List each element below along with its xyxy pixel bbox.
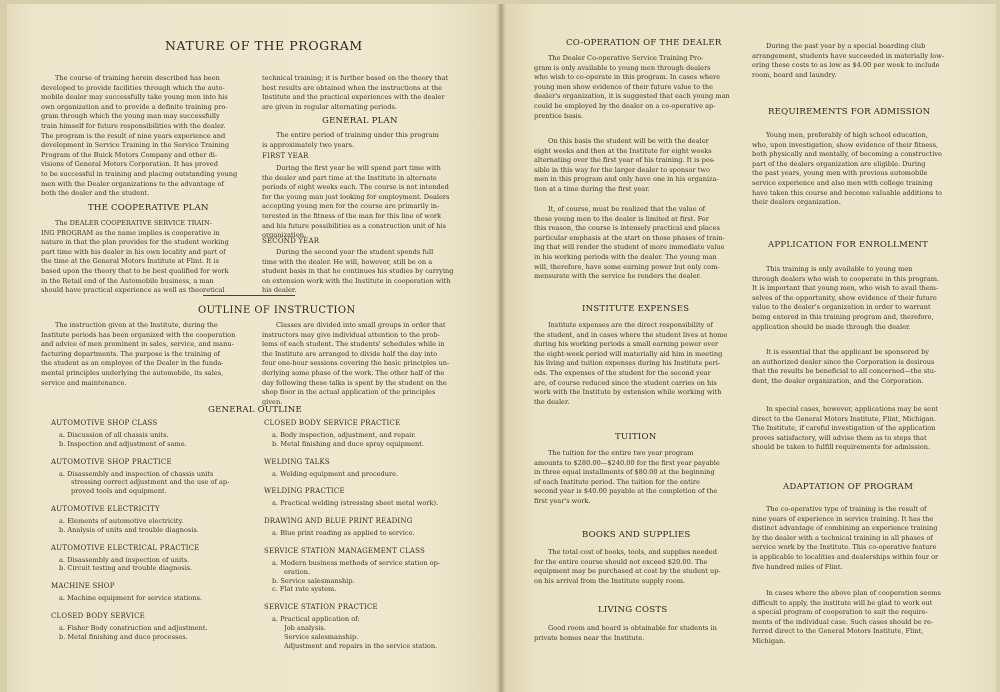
text-line: first year's work. — [534, 496, 591, 505]
adaptation-paragraph-1 — [752, 505, 958, 572]
text-line: his dealer. — [262, 286, 297, 295]
text-line: nature in that the plan provides for the student working — [41, 238, 229, 247]
outline-group-heading: CLOSED BODY SERVICE PRACTICE — [264, 419, 401, 427]
text-line: shop floor in the actual application of the principles — [262, 388, 436, 397]
text-line: eight weeks and then at the Institute for eight weeks — [534, 146, 712, 155]
outline-item: eration. — [284, 567, 311, 576]
text-line: their dealers organization. — [752, 198, 841, 207]
text-line: train himself for future responsibilities with the dealer. — [41, 121, 226, 130]
outline-item: b. Metal finishing and duco spray equipment. — [272, 439, 424, 448]
text-line: an authorized dealer since the Corporation is desirous — [752, 357, 935, 366]
text-line: the student as an employee of the Dealer in the funda- — [41, 359, 224, 368]
text-line: the dealer and part time at the Institute in alternate — [262, 173, 437, 182]
text-line: ferred direct to the General Motors Institute, Flint, — [752, 627, 924, 636]
text-line: is approximately two years. — [262, 140, 355, 149]
outline-item: Adjustment and repairs in the service station. — [284, 641, 438, 650]
first-year-heading: FIRST YEAR — [262, 152, 309, 160]
outline-item: b. Analysis of units and trouble diagnosis. — [59, 525, 199, 534]
living-costs-paragraph — [534, 624, 738, 643]
outline-item: a. Practical application of: — [272, 615, 360, 624]
text-line: Good room and board is obtainable for students in — [548, 624, 717, 632]
application-paragraph-2 — [752, 348, 958, 386]
outline-item: a. Practical welding (stressing sheet metal work). — [272, 499, 439, 508]
text-line: mobile dealer may successfully take young men into his — [41, 93, 228, 102]
text-line: equipment may be purchased at cost by the student up- — [534, 567, 721, 576]
binding-fold — [496, 4, 506, 692]
text-line: are, of course reduced since the student carries on his — [534, 378, 717, 387]
text-line: dent, the dealer organization, and the Corporation. — [752, 376, 924, 385]
text-line: The instruction given at the Institute, during the — [55, 321, 218, 329]
cooperative-plan-paragraph — [41, 219, 249, 296]
books-paragraph — [534, 548, 738, 586]
text-line: should be taken to fulfill requirements for admission. — [752, 443, 931, 452]
outline-item: proved tools and equipment. — [71, 487, 167, 496]
intro-paragraph — [41, 74, 249, 199]
cooperation-paragraph-2 — [534, 137, 738, 195]
text-line: should have practical experience as well as theoretical — [41, 286, 225, 295]
outline-group-heading: WELDING TALKS — [264, 457, 330, 466]
text-line: gram through which the young man may successfully — [41, 112, 220, 121]
cooperation-heading: CO-OPERATION OF THE DEALER — [566, 38, 722, 48]
text-line: his living and tuition expenses during his Institute peri- — [534, 359, 721, 368]
text-line: terested in the fitness of the man for this line of work — [262, 211, 442, 220]
text-line: difficult to apply, the institute will be glad to work out — [752, 598, 933, 607]
first-year-paragraph — [262, 164, 470, 241]
text-line: application should be made through the dealer. — [752, 322, 911, 331]
text-line: mental principles underlying the automobile, its sales, — [41, 368, 224, 377]
text-line: private homes near the Institute. — [534, 633, 645, 642]
application-paragraph-3 — [752, 405, 958, 453]
text-line: accepting young men for the course are primarily in- — [262, 202, 440, 211]
text-line: this reason, the course is intensely practical and places — [534, 224, 720, 233]
text-line: could be employed by the dealer on a co-operative ap- — [534, 101, 716, 110]
outline-intro-paragraph — [41, 321, 249, 388]
text-line: tion at a time during the first year. — [534, 184, 650, 193]
text-line: on extension work with the Institute in cooperation with — [262, 276, 451, 285]
expenses-paragraph — [534, 321, 738, 407]
text-line: being entered in this training program and, therefore, — [752, 312, 934, 321]
text-line: mensurate with the service he renders the dealer. — [534, 272, 702, 281]
adaptation-heading: ADAPTATION OF PROGRAM — [783, 482, 914, 492]
general-outline-heading: GENERAL OUTLINE — [208, 405, 302, 415]
text-line: This training is only available to young men — [766, 265, 913, 273]
outline-group-heading: MACHINE SHOP — [51, 582, 115, 591]
text-line: development in Service Training in the Service Training — [41, 141, 230, 150]
text-line: ING PROGRAM as the name implies is cooperative in — [41, 228, 220, 237]
outline-group-heading: SERVICE STATION MANAGEMENT CLASS — [264, 547, 426, 555]
text-line: best results are obtained when the instructions at the — [262, 83, 443, 92]
outline-item: a. Machine equipment for service stations. — [59, 594, 202, 603]
outline-classes-paragraph — [262, 321, 470, 407]
outline-group-heading: WELDING PRACTICE — [264, 487, 345, 496]
text-line: value to the dealer's organization in order to warrant — [752, 303, 931, 312]
text-line: will, therefore, have some earning power but only com- — [534, 262, 720, 271]
text-line: a special program of cooperation to suit the require- — [752, 608, 928, 617]
text-line: distinct advantage of combining an experience training — [752, 524, 938, 533]
text-line: In special cases, however, applications may be sent — [766, 405, 938, 413]
text-line: for the young man just looking for employment. Dealers — [262, 192, 450, 201]
text-line: It is essential that the applicant be sponsored by — [766, 348, 930, 356]
text-line: During the past year by a special boarding club — [766, 42, 926, 50]
outline-group-heading: CLOSED BODY SERVICE — [51, 612, 145, 620]
books-heading: BOOKS AND SUPPLIES — [582, 530, 691, 540]
tuition-paragraph — [534, 449, 738, 507]
text-line: in his working periods with the dealer. The young man — [534, 252, 717, 261]
text-line: particular emphasis at the start on those phases of train- — [534, 233, 725, 242]
text-line: Institute periods has been organized with the cooperation — [41, 330, 236, 339]
text-line: of each Institute period. The tuition for the entire — [534, 477, 700, 486]
outline-group-heading: AUTOMOTIVE SHOP CLASS — [51, 419, 158, 427]
outline-group-heading: SERVICE STATION PRACTICE — [264, 603, 378, 612]
text-line: Institute expenses are the direct responsibility of — [548, 321, 713, 329]
text-line: who, upon investigation, show evidence of their fitness, — [752, 140, 939, 149]
text-line: during his working periods a small earning power over — [534, 340, 719, 349]
text-line: The total cost of books, tools, and supplies needed — [548, 548, 717, 556]
text-line: The course of training herein described has been — [55, 74, 220, 82]
text-line: the eight-week period will materially aid him in meeting — [534, 349, 723, 358]
text-line: visions of General Motors Corporation. It has proved — [41, 160, 218, 169]
outline-group-heading: DRAWING AND BLUE PRINT READING — [264, 517, 413, 526]
text-line: men with the Dealer organizations to the advantage of — [41, 179, 224, 188]
text-line: and his future possibilities as a construction unit of his — [262, 221, 446, 230]
text-line: gram is only available to young men through dealers — [534, 63, 711, 72]
application-heading: APPLICATION FOR ENROLLMENT — [768, 240, 929, 250]
text-line: ing that will render the student of more immediate value — [534, 243, 725, 252]
outline-heading: OUTLINE OF INSTRUCTION — [198, 305, 356, 316]
text-line: selves of the opportunity, show evidence of their future — [752, 293, 937, 302]
text-line: service work by the Institute. This co-operative feature — [752, 543, 937, 552]
outline-item: b. Metal finishing and duco processes. — [59, 632, 188, 641]
adaptation-paragraph-2 — [752, 589, 958, 647]
outline-item: b. Inspection and adjustment of same. — [59, 439, 187, 448]
text-line: During the first year he will spend part time with — [276, 164, 441, 172]
text-line: is applicable to localities and dealerships within four or — [752, 552, 939, 561]
general-plan-heading: GENERAL PLAN — [322, 116, 398, 126]
outline-item: a. Welding equipment and procedure. — [272, 469, 399, 478]
text-line: It, of course, must be realized that the value of — [548, 205, 706, 213]
tuition-heading: TUITION — [615, 432, 657, 442]
text-line: room, board and laundry. — [752, 70, 837, 79]
requirements-paragraph — [752, 131, 958, 208]
text-line: given. — [262, 397, 283, 406]
text-line: the time at the General Motors Institute at Flint. It is — [41, 257, 219, 266]
cooperation-paragraph-3 — [534, 205, 738, 282]
text-line: young men show evidence of their future value to the — [534, 82, 714, 91]
outline-item: a. Body inspection, adjustment, and repair. — [272, 431, 416, 439]
text-line: ering these costs to as low as $4.00 per week to include — [752, 61, 940, 70]
text-line: the dealer. — [534, 397, 570, 406]
text-line: ods. The expenses of the student for the second year — [534, 368, 711, 377]
outline-item: a. Elements of automotive electricity. — [59, 517, 184, 525]
text-line: ments of the individual case. Such cases should be re- — [752, 617, 934, 626]
text-line: in three equal installments of $80.00 at the beginning — [534, 468, 715, 477]
text-line: who wish to co-operate in this program. In cases where — [534, 73, 721, 82]
text-line: arrangement, students have succeeded in materially low- — [752, 51, 945, 60]
text-line: dealer's organization, it is suggested that each young man — [534, 92, 730, 101]
text-line: The entire period of training under this program — [276, 131, 439, 139]
outline-item: a. Modern business methods of service station op- — [272, 559, 441, 567]
text-line: On this basis the student will be with the dealer — [548, 137, 709, 145]
outline-item: a. Fisher Body construction and adjustment. — [59, 624, 208, 632]
text-line: nine years of experience in service training. It has the — [752, 514, 934, 523]
text-line: In cases where the above plan of cooperation seems — [766, 589, 941, 597]
text-line: Young men, preferably of high school education, — [766, 131, 928, 139]
general-plan-paragraph — [262, 131, 470, 150]
text-line: service and maintenance. — [41, 378, 127, 387]
text-line: developed to provide facilities through which the auto- — [41, 83, 225, 92]
outline-item: Job analysis. — [284, 624, 326, 632]
text-line: for the entire course should not exceed $20.00. The — [534, 557, 708, 566]
text-line: by the dealer with a technical training in all phases of — [752, 533, 933, 542]
text-line: in the Retail end of the Automobile business, a man — [41, 276, 214, 285]
text-line: lems of each student. The students' schedules while in — [262, 340, 445, 349]
outline-item: b. Circuit testing and trouble diagnosis. — [59, 564, 193, 573]
text-line: are given in regular alternating periods. — [262, 102, 397, 111]
text-line: through dealers who wish to cooperate in this program. — [752, 274, 940, 283]
text-line: It is important that young men, who wish to avail them- — [752, 284, 939, 293]
text-line: the past years, young men with previous automobile — [752, 169, 928, 178]
text-line: derlying some phase of the work. The other half of the — [262, 368, 445, 377]
text-line: service experience and also men with college training — [752, 178, 933, 187]
text-line: based upon the theory that to be best qualified for work — [41, 266, 229, 275]
text-line: student basis in that he continues his studies by carrying — [262, 267, 454, 276]
text-line: Program of the Buick Motors Company and other di- — [41, 150, 218, 159]
text-line: time with the dealer. He will, however, still be on a — [262, 257, 433, 266]
outline-item: Service salesmanship. — [284, 632, 359, 641]
text-line: periods of eight weeks each. The course is not intended — [262, 183, 449, 192]
text-line: The Institute, if careful investigation of the application — [752, 424, 936, 433]
text-line: men in this program and only have one in his organiza- — [534, 175, 719, 184]
cooperative-plan-heading: THE COOPERATIVE PLAN — [88, 203, 209, 213]
text-line: have taken this course and become valuable additions to — [752, 188, 943, 197]
outline-item: b. Service salesmanship. — [272, 576, 355, 585]
text-line: prentice basis. — [534, 111, 584, 120]
text-line: alternating over the first year of his training. It is pos- — [534, 156, 716, 165]
page-title: NATURE OF THE PROGRAM — [165, 38, 363, 53]
text-line: Classes are divided into small groups in order that — [276, 321, 446, 329]
text-line: facturing departments. The purpose is the training of — [41, 349, 220, 358]
text-line: five hundred miles of Flint. — [752, 562, 843, 571]
text-line: and advice of men prominent in sales, service, and manu- — [41, 340, 234, 349]
text-line: technical training; it is further based on the theory that — [262, 74, 449, 82]
text-line: work with the Institute by extension while working with — [534, 388, 722, 397]
text-line: on his arrival from the Institute supply room. — [534, 576, 686, 585]
outline-item: a. Disassembly and inspection of chassis units — [59, 469, 214, 478]
text-line: the Institute are arranged to divide half the day into — [262, 349, 438, 358]
text-line: The program is the result of nine years experience and — [41, 131, 226, 140]
text-line: The co-operative type of training is the result of — [766, 505, 927, 513]
text-line: proves satisfactory, will advise them as to steps that — [752, 433, 927, 442]
text-line: that the results be beneficial to all concerned—the stu- — [752, 367, 937, 376]
text-line: second year is $40.00 payable at the completion of the — [534, 487, 718, 496]
outline-item: c. Flat rate system. — [272, 585, 337, 594]
outline-item: stressing correct adjustment and the use of ap- — [71, 478, 230, 487]
text-line: Institute and the practical experiences with the dealer — [262, 93, 445, 102]
text-line: part of the dealers organization are eligible. During — [752, 159, 926, 168]
cooperation-paragraph-1 — [534, 54, 738, 121]
outline-item: a. Disassembly and inspection of units. — [59, 555, 190, 564]
text-line: four one-hour sessions covering the basic principles un- — [262, 359, 450, 368]
second-year-paragraph — [262, 248, 470, 296]
outline-item: a. Discussion of all chassis units. — [59, 431, 169, 439]
text-line: direct to the General Motors Institute, Flint, Michigan. — [752, 414, 936, 423]
second-year-heading: SECOND YEAR — [262, 237, 320, 245]
text-line: sible in this way for the larger dealer to sponsor two — [534, 165, 710, 174]
outline-group-heading: AUTOMOTIVE ELECTRICAL PRACTICE — [51, 543, 200, 552]
text-line: instructors may give individual attention to the prob- — [262, 330, 440, 339]
text-line: to be successful in training and placing outstanding young — [41, 169, 238, 178]
application-paragraph-1 — [752, 265, 958, 332]
text-line: both physically and mentally, of becoming a constructive — [752, 150, 942, 159]
expenses-heading: INSTITUTE EXPENSES — [582, 304, 690, 314]
text-line: The DEALER COOPERATIVE SERVICE TRAIN- — [55, 219, 213, 227]
text-line: these young men to the dealer is limited at first. For — [534, 214, 709, 223]
text-line: organization. — [262, 231, 307, 240]
continuation-paragraph — [262, 74, 470, 112]
living-costs-heading: LIVING COSTS — [598, 605, 668, 615]
section-divider — [203, 295, 295, 296]
text-line: day following these talks is spent by the student on the — [262, 378, 447, 387]
outline-group-heading: AUTOMOTIVE SHOP PRACTICE — [51, 457, 172, 466]
text-line: Michigan. — [752, 636, 786, 645]
text-line: The Dealer Co-operative Service Training Pro- — [548, 54, 704, 62]
outline-group-heading: AUTOMOTIVE ELECTRICITY — [51, 505, 160, 513]
text-line: both the dealer and the student. — [41, 189, 150, 198]
requirements-heading: REQUIREMENTS FOR ADMISSION — [768, 107, 931, 117]
boarding-paragraph — [752, 42, 958, 80]
text-line: The tuition for the entire two year program — [548, 449, 694, 457]
text-line: own organization and to provide a definite training pro- — [41, 102, 228, 111]
text-line: amounts to $280.00—$240.00 for the first year payable — [534, 458, 720, 467]
outline-item: a. Blue print reading as applied to service. — [272, 529, 415, 538]
text-line: part time with his dealer in his own locality and part of — [41, 247, 226, 256]
text-line: During the second year the student spends full — [276, 248, 434, 256]
text-line: the student, and in cases where the student lives at home — [534, 330, 728, 339]
